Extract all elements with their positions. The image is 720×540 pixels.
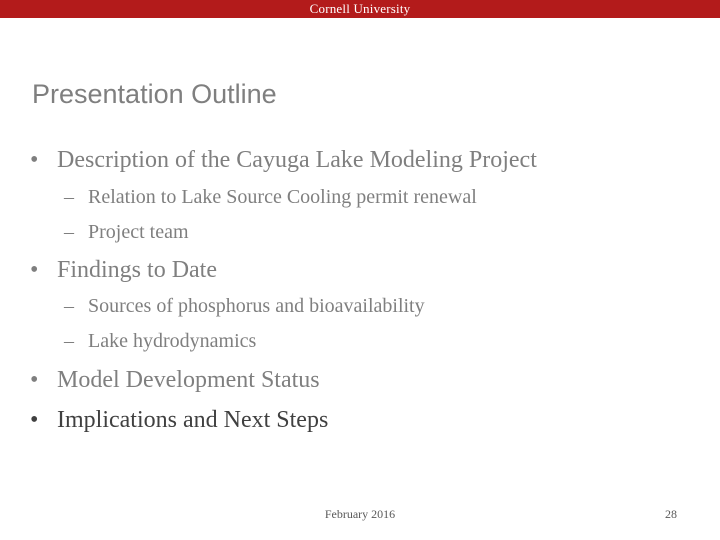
bullet-icon: • xyxy=(30,367,39,393)
bullet-icon: • xyxy=(30,147,39,173)
brand-logo: Cornell University xyxy=(309,1,411,16)
outline-item-text: Description of the Cayuga Lake Modeling Project xyxy=(57,147,537,173)
bullet-icon: • xyxy=(30,257,39,283)
outline-subitem-text: Project team xyxy=(88,221,189,243)
outline-item-text: Findings to Date xyxy=(57,257,217,283)
outline-item xyxy=(30,145,537,175)
outline-item xyxy=(30,255,217,285)
outline-subitem-text: Lake hydrodynamics xyxy=(88,330,257,352)
outline-subitem-text: Sources of phosphorus and bioavailability xyxy=(88,295,425,317)
outline-item-text: Model Development Status xyxy=(57,367,320,393)
outline-subitem xyxy=(64,184,477,210)
page-number: 28 xyxy=(665,507,677,521)
outline-subitem xyxy=(64,219,189,245)
outline-subitem xyxy=(64,328,256,354)
slide-title: Presentation Outline xyxy=(32,79,277,109)
outline-subitem xyxy=(64,293,425,319)
dash-icon: – xyxy=(64,221,74,243)
outline-subitem-text: Relation to Lake Source Cooling permit renewal xyxy=(88,186,477,208)
bullet-icon: • xyxy=(30,407,39,433)
outline-item-text: Implications and Next Steps xyxy=(57,407,329,433)
footer-date: February 2016 xyxy=(324,507,396,521)
outline-item xyxy=(30,405,328,435)
outline-item xyxy=(30,365,320,395)
dash-icon: – xyxy=(64,295,74,317)
dash-icon: – xyxy=(64,330,74,352)
dash-icon: – xyxy=(64,186,74,208)
